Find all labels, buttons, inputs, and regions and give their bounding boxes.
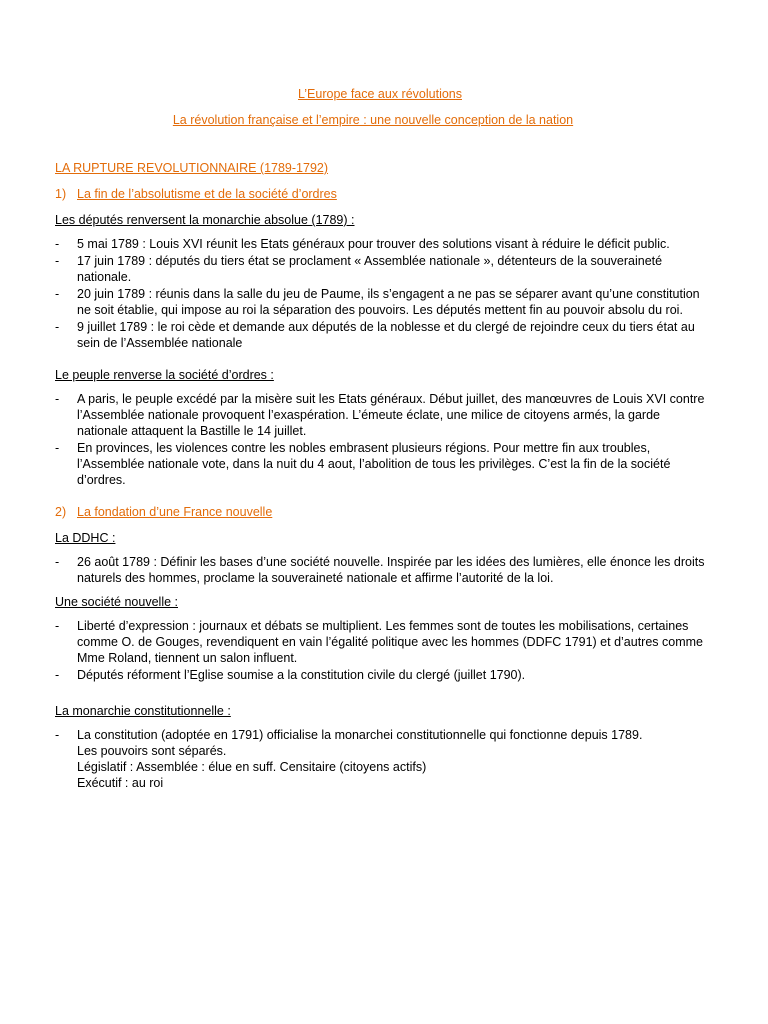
- monarchie-line: - La constitution (adoptée en 1791) officialise la monarchei constitutionnelle qui fonctionne depuis 1789.: [77, 728, 643, 742]
- list-item: - 5 mai 1789 : Louis XVI réunit les Etats généraux pour trouver des solutions visant à réduire le déficit public.: [55, 236, 705, 252]
- list-item: - 26 août 1789 : Définir les bases d’une société nouvelle. Inspirée par les idées des lumières, elle énonce les droits naturels des hommes, proclame la souveraineté nationale et affirme l’autorité de la loi.: [55, 554, 705, 586]
- part-2-heading: [55, 504, 705, 520]
- part-1-number: 1): [55, 187, 67, 201]
- list-item: - En provinces, les violences contre les nobles embrasent plusieurs régions. Pour mettre fin aux troubles, l’Assemblée nationale vote, dans la nuit du 4 aout, l’abolition de tous les privilèges. C’est la fin de la société d’ordres.: [55, 440, 705, 488]
- monarchie-line: Les pouvoirs sont séparés.: [77, 744, 227, 758]
- list-item: - 9 juillet 1789 : le roi cède et demande aux députés de la noblesse et du clergé de rejoindre ceux du tiers état au sein de l’Assemblée nationale: [55, 319, 705, 351]
- deputes-heading: Les députés renversent la monarchie absolue (1789) :: [55, 213, 355, 227]
- part-1-title: La fin de l’absolutisme et de la société d’ordres: [77, 187, 337, 201]
- monarchie-list: [55, 727, 705, 791]
- list-item: [55, 727, 705, 791]
- ddhc-list: [55, 554, 705, 586]
- document-subtitle: La révolution française et l’empire : une nouvelle conception de la nation: [172, 113, 574, 127]
- ddhc-heading: La DDHC :: [55, 531, 116, 545]
- document-title: L’Europe face aux révolutions: [298, 87, 462, 101]
- list-item: - Liberté d’expression : journaux et débats se multiplient. Les femmes sont de toutes les mobilisations, certaines comme O. de Gouges, revendiquent en vain l’égalité politique avec les hommes (DDFC 1791) et d’autres comme Mme Roland, tiennent un salon influent.: [55, 618, 705, 666]
- part-1-heading: [55, 186, 705, 202]
- list-item: - 17 juin 1789 : députés du tiers état se proclament « Assemblée nationale », détenteurs de la souveraineté nationale.: [55, 253, 705, 285]
- monarchie-line: Législatif : Assemblée : élue en suff. Censitaire (citoyens actifs): [77, 760, 427, 774]
- list-item: - 20 juin 1789 : réunis dans la salle du jeu de Paume, ils s’engagent a ne pas se séparer avant qu’une constitution ne soit établie, qui impose au roi la séparation des pouvoirs. Les députés mettent fin au pouvoir absolu du roi.: [55, 286, 705, 318]
- list-item: - Députés réforment l’Eglise soumise a la constitution civile du clergé (juillet 1790).: [55, 667, 705, 683]
- deputes-list: [55, 236, 705, 351]
- part-2-title: La fondation d’une France nouvelle: [77, 505, 273, 519]
- monarchie-heading: La monarchie constitutionnelle :: [55, 704, 231, 718]
- peuple-list: [55, 391, 705, 488]
- document-page: [55, 86, 705, 792]
- section-heading-rupture: LA RUPTURE REVOLUTIONNAIRE (1789-1792): [55, 161, 329, 175]
- peuple-heading: Le peuple renverse la société d’ordres :: [55, 368, 274, 382]
- list-item: - A paris, le peuple excédé par la misère suit les Etats généraux. Début juillet, des manœuvres de Louis XVI contre l’Assemblée nationale provoquent l’exaspération. L’émeute éclate, une milice de citoyens armés, la garde nationale attaquent la Bastille le 14 juillet.: [55, 391, 705, 439]
- part-2-number: 2): [55, 505, 67, 519]
- monarchie-line: Exécutif : au roi: [77, 776, 164, 790]
- societe-list: [55, 618, 705, 683]
- societe-heading: Une société nouvelle :: [55, 595, 178, 609]
